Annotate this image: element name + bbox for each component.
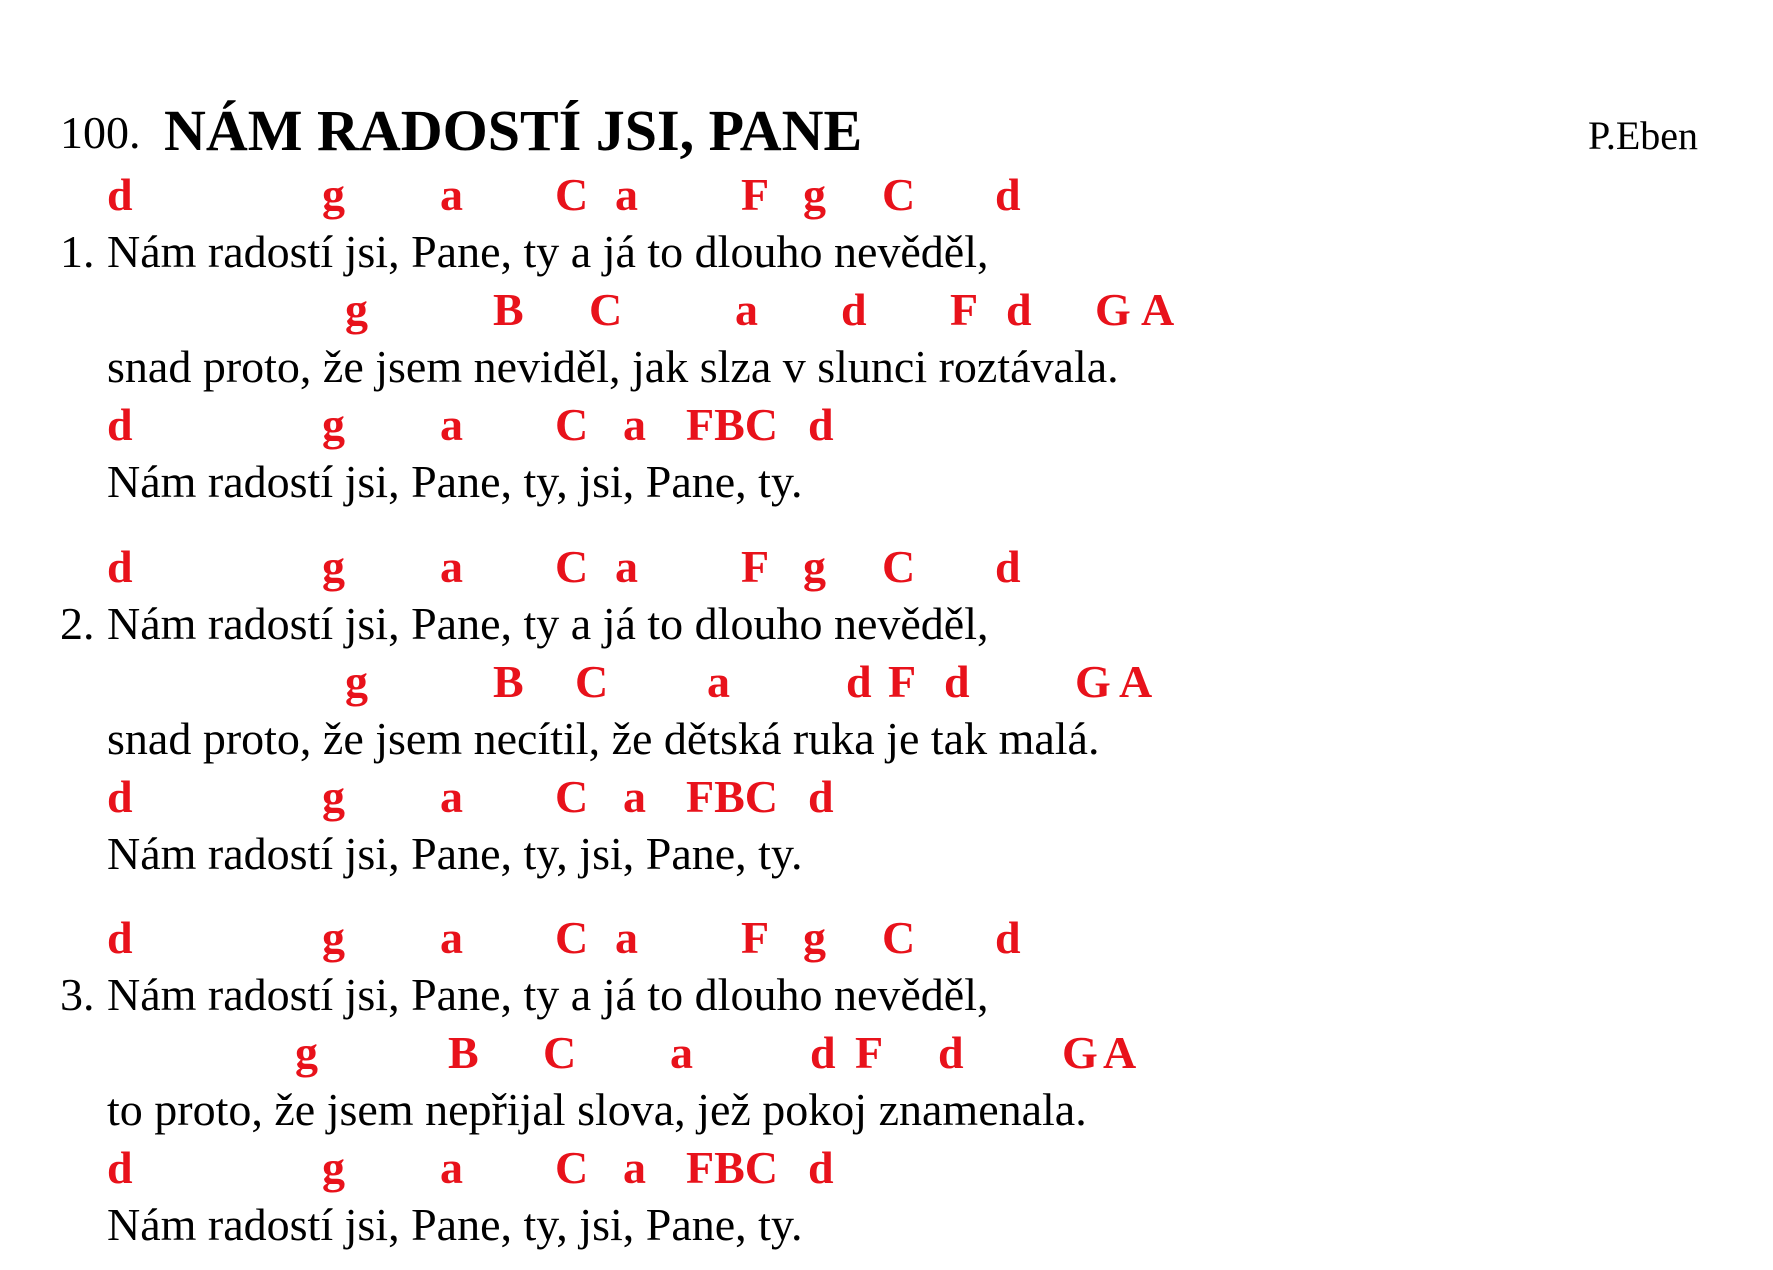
chord: d — [841, 284, 867, 335]
chord: FBC — [686, 399, 778, 450]
chord-line — [0, 168, 1773, 226]
chord: a — [623, 771, 646, 822]
chord: g — [322, 771, 345, 822]
chord-line — [0, 655, 1773, 713]
chord: C — [882, 169, 916, 220]
chord: A — [1103, 1027, 1137, 1078]
chord: d — [938, 1027, 964, 1078]
chord: d — [995, 541, 1021, 592]
chord-line — [0, 1141, 1773, 1199]
chord: a — [735, 284, 758, 335]
chord: FBC — [686, 771, 778, 822]
chord-line — [0, 770, 1773, 828]
song-number: 100. — [60, 107, 141, 158]
chord: a — [440, 1142, 463, 1193]
chord: d — [808, 1142, 834, 1193]
chord: C — [555, 771, 589, 822]
chord: d — [995, 912, 1021, 963]
chord: a — [440, 771, 463, 822]
chord: C — [555, 169, 589, 220]
chord: C — [555, 912, 589, 963]
chord: d — [1006, 284, 1032, 335]
chord: d — [107, 169, 133, 220]
chord: d — [810, 1027, 836, 1078]
chord: g — [322, 399, 345, 450]
chord: A — [1141, 284, 1175, 335]
chord: B — [493, 656, 524, 707]
lyric-text: Nám radostí jsi, Pane, ty a já to dlouho nevěděl, — [107, 598, 989, 649]
lyric-line — [0, 712, 1773, 770]
chord-line — [0, 398, 1773, 456]
chord: g — [322, 541, 345, 592]
lyric-line — [0, 968, 1773, 1026]
chord: C — [589, 284, 623, 335]
chord: a — [615, 169, 638, 220]
chord: d — [107, 399, 133, 450]
chord: C — [882, 912, 916, 963]
verse-number: 2. — [60, 598, 95, 649]
song-header — [0, 0, 1773, 170]
lyric-line — [0, 597, 1773, 655]
verse-number: 1. — [60, 226, 95, 277]
chord-line — [0, 540, 1773, 598]
chord: a — [440, 399, 463, 450]
lyric-line — [0, 225, 1773, 283]
chord: g — [345, 656, 368, 707]
chord: a — [670, 1027, 693, 1078]
chord: d — [107, 912, 133, 963]
chord: C — [555, 541, 589, 592]
verse-number: 3. — [60, 969, 95, 1020]
chord: d — [107, 1142, 133, 1193]
chord: d — [808, 399, 834, 450]
lyric-line — [0, 455, 1773, 513]
lyric-text: snad proto, že jsem necítil, že dětská ruka je tak malá. — [107, 713, 1100, 764]
chord-line — [0, 283, 1773, 341]
lyric-line — [0, 340, 1773, 398]
chord: g — [803, 912, 826, 963]
chord: d — [944, 656, 970, 707]
chord: F — [855, 1027, 884, 1078]
lyric-text: Nám radostí jsi, Pane, ty, jsi, Pane, ty. — [107, 828, 803, 879]
chord: d — [808, 771, 834, 822]
chord: B — [493, 284, 524, 335]
chord: a — [615, 912, 638, 963]
chord: C — [555, 399, 589, 450]
chord: d — [995, 169, 1021, 220]
chord: g — [322, 169, 345, 220]
lyric-line — [0, 1198, 1773, 1256]
chord: g — [803, 541, 826, 592]
chord: C — [882, 541, 916, 592]
lyric-text: to proto, že jsem nepřijal slova, jež pokoj znamenala. — [107, 1084, 1087, 1135]
chord: FBC — [686, 1142, 778, 1193]
chord: d — [107, 771, 133, 822]
lyric-text: Nám radostí jsi, Pane, ty a já to dlouho nevěděl, — [107, 969, 989, 1020]
chord: a — [623, 399, 646, 450]
chord: g — [345, 284, 368, 335]
chord: B — [448, 1027, 479, 1078]
chord: C — [555, 1142, 589, 1193]
chord: F — [741, 541, 770, 592]
chord: a — [707, 656, 730, 707]
chord: G — [1062, 1027, 1098, 1078]
chord: F — [741, 912, 770, 963]
chord: A — [1119, 656, 1153, 707]
lyric-text: Nám radostí jsi, Pane, ty, jsi, Pane, ty. — [107, 1199, 803, 1250]
chord: a — [440, 912, 463, 963]
chord: g — [322, 1142, 345, 1193]
lyric-text: Nám radostí jsi, Pane, ty a já to dlouho nevěděl, — [107, 226, 989, 277]
chord: g — [322, 912, 345, 963]
chord: a — [623, 1142, 646, 1193]
chord: F — [950, 284, 979, 335]
song-title: NÁM RADOSTÍ JSI, PANE — [164, 98, 863, 163]
chord: G — [1075, 656, 1111, 707]
chord: G — [1095, 284, 1131, 335]
chord: a — [440, 169, 463, 220]
chord: F — [741, 169, 770, 220]
chord-line — [0, 1026, 1773, 1084]
lyric-line — [0, 1083, 1773, 1141]
lyric-line — [0, 827, 1773, 885]
lyric-text: Nám radostí jsi, Pane, ty, jsi, Pane, ty. — [107, 456, 803, 507]
chord: d — [107, 541, 133, 592]
lyric-text: snad proto, že jsem neviděl, jak slza v slunci roztávala. — [107, 341, 1119, 392]
chord: F — [888, 656, 917, 707]
chord: g — [295, 1027, 318, 1078]
chord: a — [440, 541, 463, 592]
chord: g — [803, 169, 826, 220]
chord-line — [0, 911, 1773, 969]
chord: d — [846, 656, 872, 707]
song-author: P.Eben — [1588, 113, 1698, 158]
chord: C — [575, 656, 609, 707]
chord: C — [543, 1027, 577, 1078]
chord: a — [615, 541, 638, 592]
